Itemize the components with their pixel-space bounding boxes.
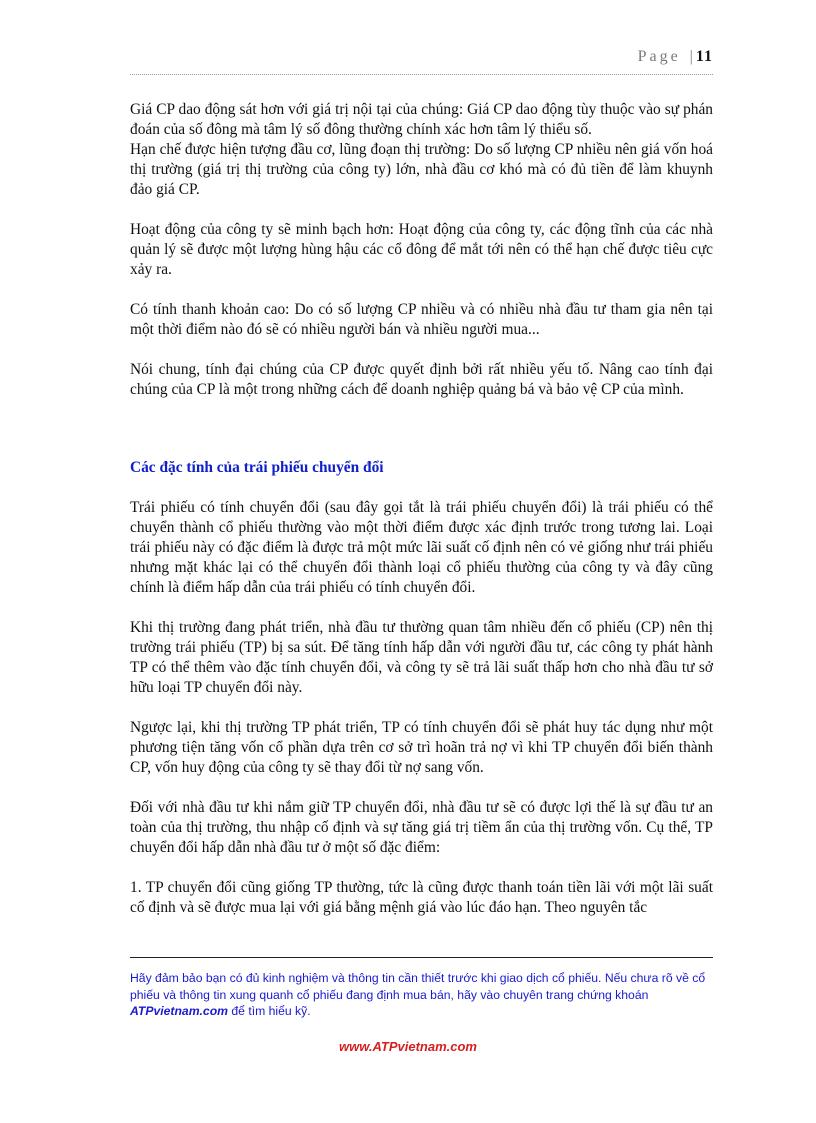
footer-note-tail: để tìm hiểu kỹ. — [227, 1004, 311, 1018]
body-paragraph: Nói chung, tính đại chúng của CP được quyết định bởi rất nhiều yếu tố. Nâng cao tính đại chúng của CP là một trong những cách để doanh nghiệp quảng bá và bảo vệ CP của mình. — [130, 361, 713, 398]
footer-brand-link[interactable]: ATPvietnam.com — [130, 1004, 228, 1018]
footer-note — [130, 970, 720, 1020]
body-paragraph: Giá CP dao động sát hơn với giá trị nội tại của chúng: Giá CP dao động tùy thuộc vào sự phán đoán của số đông mà tâm lý số đông thường chính xác hơn tâm lý thiểu số. — [130, 101, 713, 138]
body-paragraph: Hạn chế được hiện tượng đầu cơ, lũng đoạn thị trường: Do số lượng CP nhiều nên giá vốn hoá thị trường (giá trị thị trường của công ty) lớn, nhà đầu cơ khó mà có đủ tiền để làm khuynh đảo giá CP. — [130, 141, 713, 198]
page-header — [130, 48, 713, 75]
footer-website-link[interactable]: www.ATPvietnam.com — [339, 1039, 477, 1054]
page-label: Page — [637, 48, 681, 65]
body-paragraph: Hoạt động của công ty sẽ minh bạch hơn: Hoạt động của công ty, các động tĩnh của các nhà quản lý sẽ được một lượng hùng hậu các cổ đông để mắt tới nên có thể hạn chế được tiêu cực xảy ra. — [130, 221, 713, 278]
section-paragraph: 1. TP chuyển đổi cũng giống TP thường, tức là cũng được thanh toán tiền lãi với một lãi suất cố định và sẽ được mua lại với giá bằng mệnh giá vào lúc đáo hạn. Theo nguyên tắc — [130, 879, 713, 916]
body-paragraph: Có tính thanh khoản cao: Do có số lượng CP nhiều và có nhiều nhà đầu tư tham gia nên tại một thời điểm nào đó sẽ có nhiều người bán và nhiều người mua... — [130, 301, 713, 338]
section-heading: Các đặc tính của trái phiếu chuyển đổi — [130, 459, 384, 476]
section-paragraph: Khi thị trường đang phát triển, nhà đầu tư thường quan tâm nhiều đến cổ phiếu (CP) nên thị trường trái phiếu (TP) bị sa sút. Để tăng tính hấp dẫn với người đầu tư, các công ty phát hành TP có thể thêm vào đặc tính chuyển đổi, và công ty sẽ trả lãi suất thấp hơn cho nhà đầu tư sở hữu loại TP chuyển đổi này. — [130, 619, 713, 696]
section-paragraph: Đối với nhà đầu tư khi nắm giữ TP chuyển đổi, nhà đầu tư sẽ có được lợi thế là sự đầu tư an toàn của thị trường, thu nhập cố định và sự tăng giá trị tiềm ẩn của thị trường vốn. Cụ thể, TP chuyển đổi hấp dẫn nhà đầu tư ở một số đặc điểm: — [130, 799, 713, 856]
section-paragraph: Ngược lại, khi thị trường TP phát triển, TP có tính chuyển đổi sẽ phát huy tác dụng như một phương tiện tăng vốn cổ phần dựa trên cơ sở trì hoãn trả nợ vì khi TP chuyển đổi biến thành CP, vốn huy động của công ty sẽ thay đổi từ nợ sang vốn. — [130, 719, 713, 776]
page-separator: | — [689, 48, 694, 65]
footer-note-text: Hãy đảm bảo bạn có đủ kinh nghiệm và thông tin cần thiết trước khi giao dịch cổ phiếu. Nếu chưa rõ về cổ phiếu và thông tin xung quanh cổ phiếu đang định mua bán, hãy vào chuyên trang chứng khoán — [130, 971, 706, 1002]
document-body — [130, 100, 713, 918]
page-number: 11 — [695, 48, 713, 65]
footer-divider — [130, 957, 713, 958]
section-paragraph: Trái phiếu có tính chuyển đổi (sau đây gọi tắt là trái phiếu chuyển đổi) là trái phiếu có thể chuyển thành cổ phiếu thường vào một thời điểm được xác định trước trong tương lai. Loại trái phiếu này có đặc điểm là được trả một mức lãi suất cố định nên có vẻ giống như trái phiếu nhưng mặt khác lại có thể chuyển đổi thành loại cổ phiếu thường của công ty và đây cũng chính là điểm hấp dẫn của trái phiếu có tính chuyển đổi. — [130, 499, 713, 596]
